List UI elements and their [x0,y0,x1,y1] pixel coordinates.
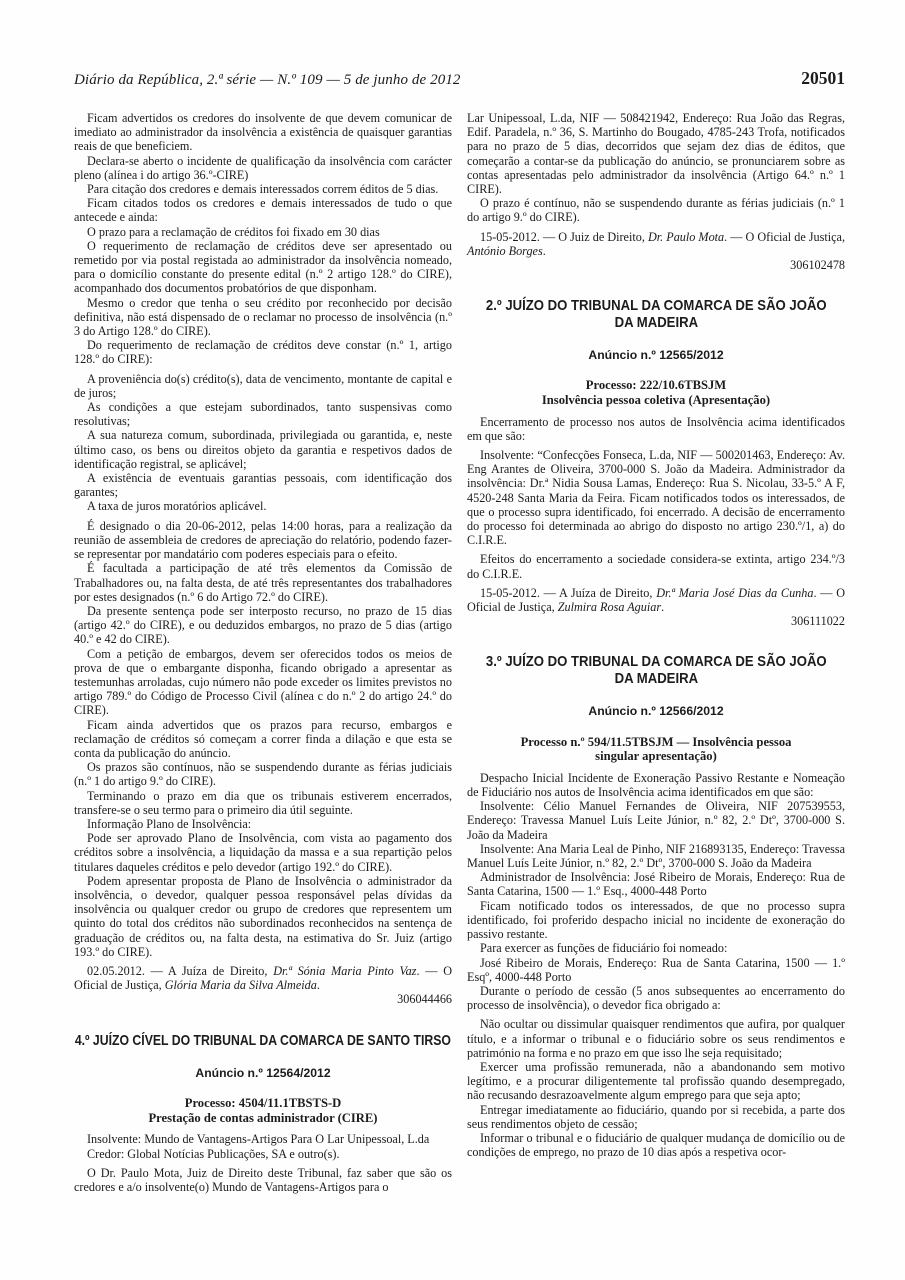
page-number: 20501 [801,68,845,88]
paragraph: Ficam ainda advertidos que os prazos para recurso, embargos e reclamação de créditos só começam a correr finda a dilação e que esta se conta da publicação do anúncio. [74,717,452,760]
process-title-line: Processo: 4504/11.1TBSTS-D [184,1096,342,1111]
signature-date: 02.05.2012. — A Juíza de Direito, [87,963,274,978]
process-title-line: Prestação de contas administrador (CIRE) [148,1110,378,1125]
announcement-number: Anúncio n.º 12566/2012 [588,704,724,719]
paragraph: Declara-se aberto o incidente de qualificação da insolvência com carácter pleno (alínea i do artigo 36.º-CIRE) [74,153,452,182]
signature-end: . [661,600,665,615]
section-heading-line: DA MADEIRA [614,670,698,687]
paragraph: Podem apresentar proposta de Plano de Insolvência o administrador da insolvência, o devedor, qualquer pessoa responsável pelas dívidas da insolvência ou qualquer credor ou grupo de credores que representem um quinto do total dos créditos não subordinados reconhecidos na sentença de graduação de créditos ou, na falta desta, na estimativa do Sr. Juiz (artigo 193.º do CIRE). [74,873,452,959]
two-column-layout [74,111,845,1194]
signature-line [467,586,845,614]
list-item: Exercer uma profissão remunerada, não a abandonando sem motivo legítimo, e a procurar diligentemente tal profissão quando desempregado, não recusando desrazoavelmente algum emprego para que seja apto; [467,1059,845,1103]
clerk-name: António Borges [467,243,543,258]
paragraph: Para citação dos credores e demais interessados correm éditos de 5 dias. [87,182,439,197]
process-title [467,378,845,407]
list-item: A taxa de juros moratórios aplicável. [87,499,267,514]
section-heading-line: DA MADEIRA [614,314,698,331]
section-heading [467,298,845,331]
process-title [74,1096,452,1125]
list-item: A proveniência do(s) crédito(s), data de vencimento, montante de capital e de juros; [74,371,452,400]
left-column [74,111,452,1194]
signature-line [467,230,845,258]
paragraph: Mesmo o credor que tenha o seu crédito por reconhecido por decisão definitiva, não está dispensado de o reclamar no processo de insolvência (n.º 3 do Artigo 128.º do CIRE). [74,295,452,339]
paragraph: O prazo é contínuo, não se suspendendo durante as férias judiciais (n.º 1 do artigo 9.º do CIRE). [467,196,845,225]
signature-separator: . — O Oficial de Justiça, [724,229,846,244]
judge-name: Dr.ª Sónia Maria Pinto Vaz [273,963,417,978]
signature-separator: . — O Oficial de Justiça, [467,585,846,615]
process-title-line: Processo n.º 594/11.5TBSJM — Insolvência pessoa [520,734,792,749]
paragraph: O prazo para a reclamação de créditos foi fixado em 30 dias [87,224,380,239]
paragraph: É facultada a participação de até três elementos da Comissão de Trabalhadores ou, na falta desta, de até três representantes dos trabalhadores por estes designados (n.º 6 do Artigo 72.º do CIRE). [74,561,452,604]
clerk-name: Glória Maria da Silva Almeida [164,978,317,993]
section-heading-line: 4.º JUÍZO CÍVEL DO TRIBUNAL DA COMARCA DE SANTO TIRSO [74,1032,452,1049]
paragraph: Insolvente: Célio Manuel Fernandes de Oliveira, NIF 207539553, Endereço: Travessa Manuel Luís Leite Júnior, n.º 82, 2.º Dtº, 3700-000 S. João da Madeira [467,799,845,842]
paragraph: Para exercer as funções de fiduciário foi nomeado: [480,941,728,956]
paragraph: Ficam notificado todos os interessados, de que no processo supra identificado, foi proferido despacho inicial no incidente de exoneração do passivo restante. [467,898,845,942]
announcement-number: Anúncio n.º 12565/2012 [588,348,724,363]
list-item: Informar o tribunal e o fiduciário de qualquer mudança de domicílio ou de condições de emprego, no prazo de 10 dias após a respetiva ocor- [467,1130,845,1160]
paragraph: O Dr. Paulo Mota, Juiz de Direito deste Tribunal, faz saber que são os credores e a/o insolvente(o) Mundo de Vantagens-Artigos para o [74,1165,452,1195]
judge-name: Dr. Paulo Mota [647,229,725,244]
paragraph: Ficam advertidos os credores do insolvente de que devem comunicar de imediato ao administrador da insolvência a existência de quaisquer garantias reais de que beneficiem. [74,111,452,154]
page-header [74,68,845,89]
registry-number: 306102478 [790,258,845,273]
list-item: A sua natureza comum, subordinada, privilegiada ou garantida, e, neste último caso, os bens ou direitos objeto da garantia e respetivos dados de identificação registral, se aplicável; [74,428,452,471]
paragraph: Informação Plano de Insolvência: [87,816,252,831]
section-heading-line: 2.º JUÍZO DO TRIBUNAL DA COMARCA DE SÃO JOÃO [485,298,827,315]
judge-name: Dr.ª Maria José Dias da Cunha [656,585,814,600]
section-heading [467,654,845,687]
section-heading [74,1033,452,1050]
signature-line [74,964,452,992]
process-title-line: singular apresentação) [595,749,717,764]
paragraph: Do requerimento de reclamação de créditos deve constar (n.º 1, artigo 128.º do CIRE): [74,338,452,367]
paragraph: Insolvente: Mundo de Vantagens-Artigos Para O Lar Unipessoal, L.da [87,1132,430,1147]
process-title [467,735,845,764]
paragraph: O requerimento de reclamação de créditos deve ser apresentado ou remetido por via postal registada ao administrador da insolvência nomeado, para o domicílio constante do presente edital (n.º 2 artigo 128.º do CIRE), acompanhado dos documentos probatórios de que disponham. [74,238,452,296]
paragraph: Credor: Global Notícias Publicações, SA e outro(s). [87,1146,340,1161]
process-title-line: Processo: 222/10.6TBSJM [585,378,727,393]
clerk-name: Zulmira Rosa Aguiar [557,600,662,615]
right-column [467,111,845,1194]
list-item: A existência de eventuais garantias pessoais, com identificação dos garantes; [74,471,452,500]
paragraph: Insolvente: “Confecções Fonseca, L.da, NIF — 500201463, Endereço: Av. Eng Arantes de Oliveira, 3700-000 S. João da Madeira. Administrador da insolvência: Dr.ª Nidia Sousa Lamas, Endereço: Rua S. Nicolau, 33-5.º A F, 4520-248 Santa Maria da Feira. Ficam notificados todos os interessados, de que o processo supra identificado, foi encerrado. A decisão de encerramento do processo foi determinada ao abrigo do disposto no artigo 230.º/1, a) do C.I.R.E. [467,448,845,548]
paragraph: Administrador de Insolvência: José Ribeiro de Morais, Endereço: Rua de Santa Catarina, 1500 — 1.º Esq., 4000-448 Porto [467,870,845,899]
registry-number: 306044466 [397,992,452,1007]
list-item: As condições a que estejam subordinados, tanto suspensivas como resolutivas; [74,400,452,429]
list-item: Entregar imediatamente ao fiduciário, quando por si recebida, a parte dos seus rendimentos objeto de cessão; [467,1102,845,1131]
signature-separator: . — O Oficial de Justiça, [74,963,452,993]
paragraph: José Ribeiro de Morais, Endereço: Rua de Santa Catarina, 1500 — 1.º Esqº, 4000-448 Porto [467,955,845,984]
registry-number: 306111022 [791,614,845,629]
section-heading-line: 3.º JUÍZO DO TRIBUNAL DA COMARCA DE SÃO JOÃO [485,654,827,671]
paragraph: Terminando o prazo em dia que os tribunais estiverem encerrados, transfere-se o seu termo para o primeiro dia útil seguinte. [74,788,452,817]
paragraph: Insolvente: Ana Maria Leal de Pinho, NIF 216893135, Endereço: Travessa Manuel Luís Leite Júnior, n.º 82, 2.º Dtº, 3700-000 S. João da Madeira [467,841,845,871]
list-item: Não ocultar ou dissimular quaisquer rendimentos que aufira, por qualquer título, e a informar o tribunal e o fiduciário sobre os seus rendimentos e património na forma e no prazo em que isso lhe seja requisitado; [467,1017,845,1060]
journal-title: Diário da República, 2.ª série — N.º 109 — 5 de junho de 2012 [74,72,461,88]
paragraph: Encerramento de processo nos autos de Insolvência acima identificados em que são: [467,414,845,443]
paragraph: Com a petição de embargos, devem ser oferecidos todos os meios de prova de que o embargante disponha, ficando obrigado a apresentar as testemunhas arroladas, cujo número não pode exceder os limites previstos no artigo 789.º do Código de Processo Civil (alínea c do n.º 2 do artigo 24.º do CIRE). [74,646,452,718]
paragraph: Pode ser aprovado Plano de Insolvência, com vista ao pagamento dos créditos sobre a insolvência, a liquidação da massa e a sua repartição pelos titulares daqueles créditos e pelo devedor (artigo 192.º do CIRE). [74,831,452,874]
paragraph: Os prazos são contínuos, não se suspendendo durante as férias judiciais (n.º 1 do artigo 9.º do CIRE). [74,760,452,789]
signature-date: 15-05-2012. — O Juiz de Direito, [480,229,648,244]
paragraph: Lar Unipessoal, L.da, NIF — 508421942, Endereço: Rua João das Regras, Edif. Paradela, n.º 36, S. Martinho do Bougado, 4785-243 Trofa, notificados para no prazo de 5 dias, decorridos que sejam dez dias de éditos, que começarão a contar-se da publicação do anúncio, se pronunciarem sobre as contas apresentadas pelo administrador da insolvência (Artigo 64.º n.º 1 CIRE). [467,111,845,197]
paragraph: Efeitos do encerramento a sociedade considera-se extinta, artigo 234.º/3 do C.I.R.E. [467,552,845,581]
paragraph: É designado o dia 20-06-2012, pelas 14:00 horas, para a realização da reunião de assembleia de credores de apreciação do relatório, podendo fazer-se representar por mandatário com poderes especiais para o efeito. [74,518,452,562]
signature-end: . [542,243,546,258]
process-title-line: Insolvência pessoa coletiva (Apresentação) [541,393,771,408]
paragraph: Despacho Inicial Incidente de Exoneração Passivo Restante e Nomeação de Fiduciário nos autos de Insolvência acima identificados em que são: [467,770,845,800]
paragraph: Durante o período de cessão (5 anos subsequentes ao encerramento do processo de insolvência), o devedor fica obrigado a: [467,983,845,1013]
paragraph: Da presente sentença pode ser interposto recurso, no prazo de 15 dias (artigo 42.º do CIRE), e ou deduzidos embargos, no prazo de 5 dias (artigo 40.º e 42 do CIRE). [74,603,452,647]
signature-end: . [316,978,320,993]
paragraph: Ficam citados todos os credores e demais interessados de tudo o que antecede e ainda: [74,196,452,225]
signature-date: 15-05-2012. — A Juíza de Direito, [480,585,657,600]
announcement-number: Anúncio n.º 12564/2012 [195,1066,331,1081]
